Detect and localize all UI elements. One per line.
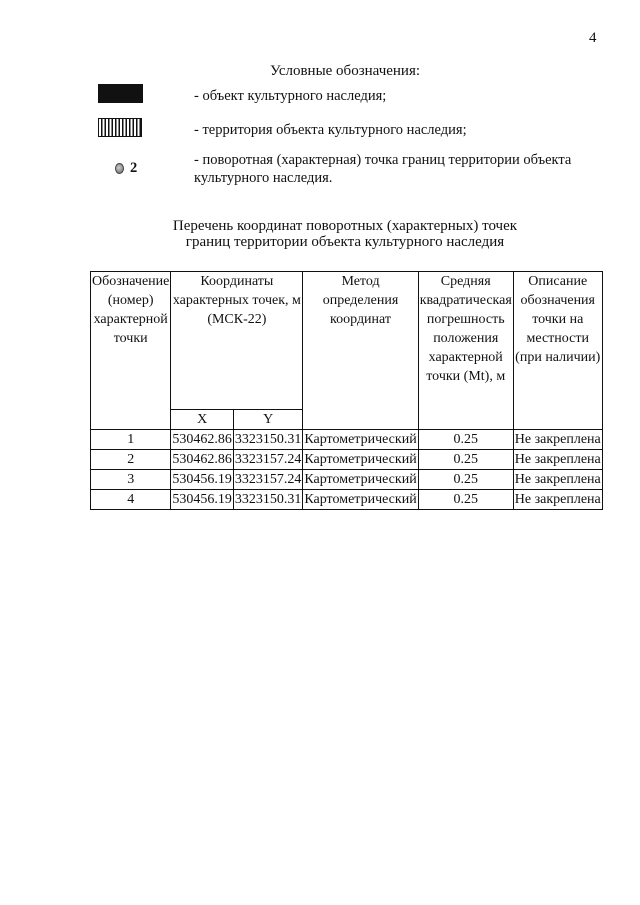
cell-description: Не закреплена xyxy=(513,450,602,470)
legend-text: - территория объекта культурного наследия; xyxy=(194,122,467,138)
heritage-territory-symbol-icon xyxy=(98,118,142,137)
cell-error: 0.25 xyxy=(418,470,513,490)
table-row xyxy=(91,470,603,490)
cell-y: 3323150.31 xyxy=(233,430,303,450)
heritage-object-symbol-icon xyxy=(98,84,143,103)
header-error: Средняя квадратическая погрешность положения характерной точки (Mt), м xyxy=(418,272,513,430)
cell-y: 3323150.31 xyxy=(233,490,303,510)
cell-description: Не закреплена xyxy=(513,430,602,450)
coordinates-table xyxy=(90,271,603,510)
cell-error: 0.25 xyxy=(418,430,513,450)
cell-y: 3323157.24 xyxy=(233,450,303,470)
cell-number: 2 xyxy=(91,450,171,470)
header-x: X xyxy=(171,410,234,430)
turning-point-symbol xyxy=(115,160,137,177)
cell-method: Картометрический xyxy=(303,470,418,490)
table-row xyxy=(91,490,603,510)
cell-number: 3 xyxy=(91,470,171,490)
list-title xyxy=(90,218,600,250)
cell-description: Не закреплена xyxy=(513,470,602,490)
header-y: Y xyxy=(233,410,303,430)
list-title-line-1: Перечень координат поворотных (характерных) точек xyxy=(172,218,518,234)
legend-text: - поворотная (характерная) точка границ территории объекта культурного наследия. xyxy=(194,152,572,186)
legend-title: Условные обозначения: xyxy=(270,63,421,79)
cell-x: 530456.19 xyxy=(171,490,234,510)
cell-method: Картометрический xyxy=(303,450,418,470)
cell-x: 530462.86 xyxy=(171,430,234,450)
legend-text: - объект культурного наследия; xyxy=(194,88,387,104)
cell-x: 530462.86 xyxy=(171,450,234,470)
header-number: Обозначение (номер) характерной точки xyxy=(91,272,171,430)
cell-method: Картометрический xyxy=(303,430,418,450)
cell-y: 3323157.24 xyxy=(233,470,303,490)
header-coordinates: Координаты характерных точек, м (МСК-22) xyxy=(171,272,303,410)
turning-point-label: 2 xyxy=(130,160,138,176)
cell-error: 0.25 xyxy=(418,450,513,470)
cell-number: 4 xyxy=(91,490,171,510)
cell-error: 0.25 xyxy=(418,490,513,510)
list-title-line-2: границ территории объекта культурного наследия xyxy=(185,234,505,250)
table-row xyxy=(91,430,603,450)
cell-description: Не закреплена xyxy=(513,490,602,510)
table-row xyxy=(91,450,603,470)
turning-point-dot-icon xyxy=(115,163,124,174)
cell-x: 530456.19 xyxy=(171,470,234,490)
header-method: Метод определения координат xyxy=(303,272,418,430)
cell-number: 1 xyxy=(91,430,171,450)
cell-method: Картометрический xyxy=(303,490,418,510)
page-number: 4 xyxy=(589,30,597,46)
header-description: Описание обозначения точки на местности (при наличии) xyxy=(513,272,602,430)
